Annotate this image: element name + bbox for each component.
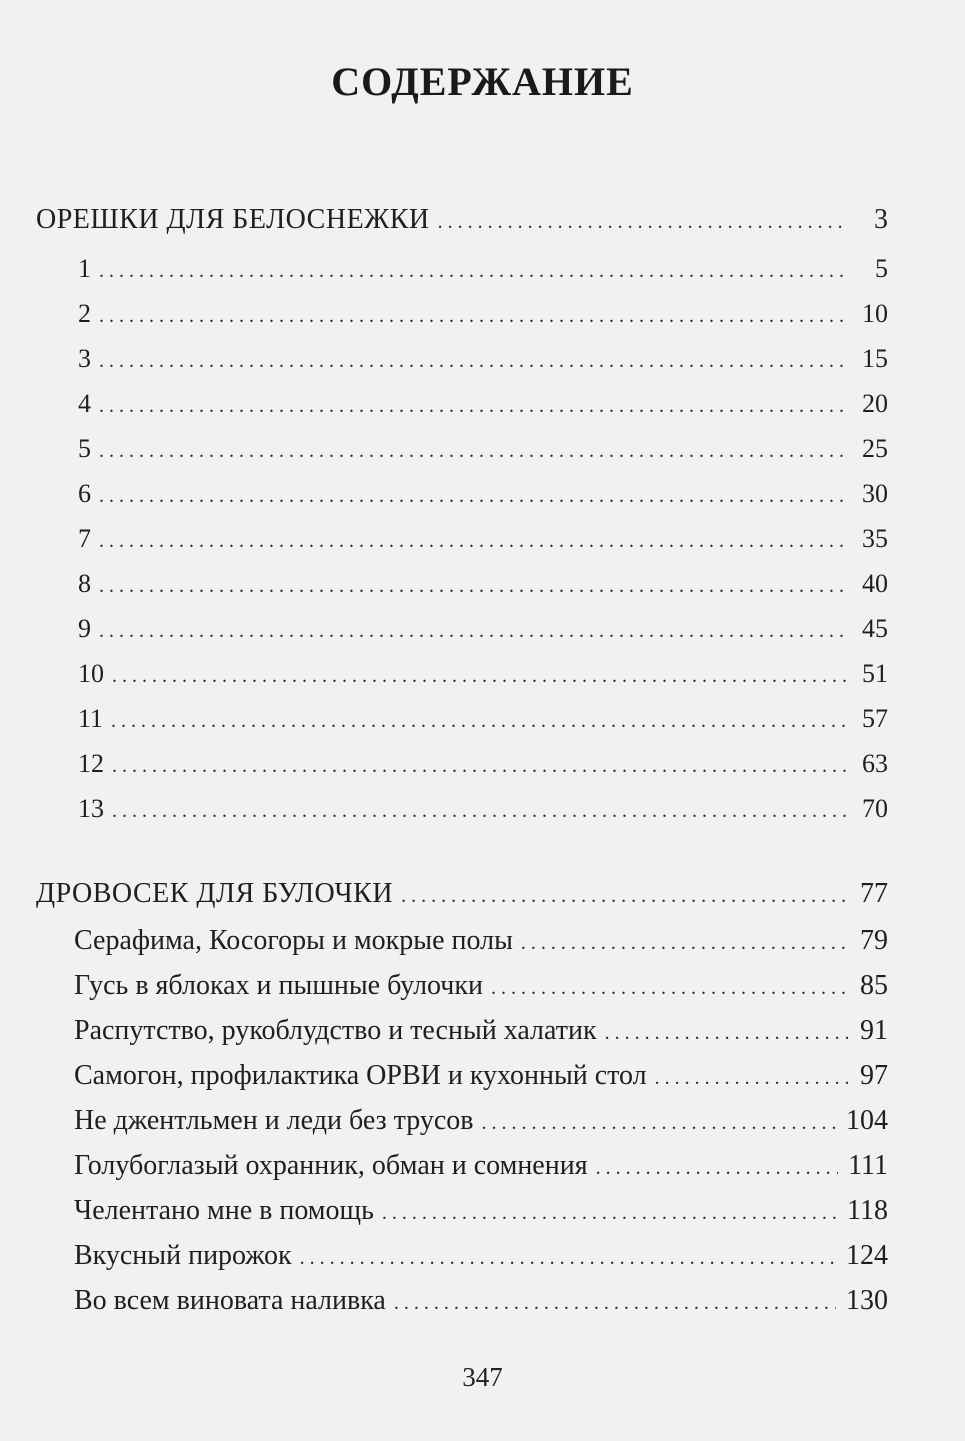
chapter-label: 6: [78, 479, 91, 508]
toc-chapter-entry: [78, 432, 888, 466]
page-number: 79: [860, 925, 888, 956]
dot-leader: [300, 1241, 836, 1275]
page-number: 77: [860, 878, 888, 909]
chapter-label: Самогон, профилактика ОРВИ и кухонный стол: [74, 1060, 647, 1091]
chapter-label: 1: [78, 254, 91, 283]
dot-leader: [482, 1106, 836, 1140]
toc-chapter-entry: [74, 1239, 888, 1273]
page-number: 111: [848, 1150, 888, 1181]
toc-chapter-entry: [74, 1194, 888, 1228]
section-title: ОРЕШКИ ДЛЯ БЕЛОСНЕЖКИ: [36, 204, 430, 235]
page-number: 104: [846, 1105, 888, 1136]
toc-chapter-entry: [74, 924, 888, 958]
dot-leader: [655, 1061, 848, 1095]
dot-leader: [99, 614, 848, 648]
toc-chapter-entry: [78, 252, 888, 286]
dot-leader: [521, 926, 848, 960]
page-number: 25: [862, 434, 888, 463]
toc-section-entry: [36, 203, 888, 237]
page-number: 10: [862, 299, 888, 328]
page-number: 91: [860, 1015, 888, 1046]
page-number: 45: [862, 614, 888, 643]
toc-section-entry: [36, 877, 888, 911]
chapter-label: Челентано мне в помощь: [74, 1195, 374, 1226]
toc-chapter-entry: [78, 477, 888, 511]
dot-leader: [99, 569, 848, 603]
dot-leader: [112, 749, 848, 783]
toc-chapter-entry: [78, 702, 888, 736]
page-number: 3: [874, 204, 888, 235]
toc-chapter-entry: [74, 1284, 888, 1318]
toc-chapter-entry: [74, 969, 888, 1003]
page-number: 63: [862, 749, 888, 778]
toc-chapter-entry: [78, 342, 888, 376]
toc-chapter-entry: [78, 612, 888, 646]
page-number: 30: [862, 479, 888, 508]
dot-leader: [596, 1151, 838, 1185]
toc-chapter-entry: [74, 1149, 888, 1183]
toc-chapter-entry: [78, 567, 888, 601]
chapter-label: Распутство, рукоблудство и тесный халатик: [74, 1015, 597, 1046]
dot-leader: [99, 524, 848, 558]
dot-leader: [111, 704, 848, 738]
chapter-label: Гусь в яблоках и пышные булочки: [74, 970, 483, 1001]
toc-chapter-entry: [78, 657, 888, 691]
dot-leader: [112, 794, 848, 828]
dot-leader: [99, 344, 848, 378]
page-number: 85: [860, 970, 888, 1001]
page-number: 130: [846, 1285, 888, 1316]
page-number: 5: [875, 254, 888, 283]
dot-leader: [99, 254, 848, 288]
chapter-label: 10: [78, 659, 104, 688]
toc-chapter-entry: [74, 1104, 888, 1138]
page-number: 70: [862, 794, 888, 823]
dot-leader: [99, 389, 848, 423]
dot-leader: [605, 1016, 848, 1050]
page-number: 15: [862, 344, 888, 373]
chapter-label: 4: [78, 389, 91, 418]
toc-chapter-entry: [78, 297, 888, 331]
dot-leader: [401, 879, 848, 913]
chapter-label: 8: [78, 569, 91, 598]
page-number: 51: [862, 659, 888, 688]
page-number: 124: [846, 1240, 888, 1271]
page-number: 35: [862, 524, 888, 553]
chapter-label: 5: [78, 434, 91, 463]
toc-chapter-entry: [74, 1014, 888, 1048]
chapter-label: 3: [78, 344, 91, 373]
toc-chapter-entry: [78, 747, 888, 781]
chapter-label: Во всем виновата наливка: [74, 1285, 386, 1316]
chapter-label: 11: [78, 704, 104, 733]
dot-leader: [438, 205, 848, 239]
chapter-label: Не джентльмен и леди без трусов: [74, 1105, 474, 1136]
toc-chapter-entry: [78, 792, 888, 826]
chapter-label: 13: [78, 794, 104, 823]
page-number: 97: [860, 1060, 888, 1091]
page-title: СОДЕРЖАНИЕ: [331, 59, 634, 104]
section-title: ДРОВОСЕК ДЛЯ БУЛОЧКИ: [36, 878, 394, 909]
dot-leader: [99, 479, 848, 513]
dot-leader: [112, 659, 848, 693]
page-number: 40: [862, 569, 888, 598]
dot-leader: [491, 971, 848, 1005]
dot-leader: [99, 434, 848, 468]
chapter-label: Вкусный пирожок: [74, 1240, 292, 1271]
chapter-label: 9: [78, 614, 91, 643]
chapter-label: Серафима, Косогоры и мокрые полы: [74, 925, 513, 956]
dot-leader: [99, 299, 848, 333]
chapter-label: 7: [78, 524, 91, 553]
page-folio-number: 347: [462, 1362, 503, 1392]
toc-chapter-entry: [78, 522, 888, 556]
page-number: 57: [862, 704, 888, 733]
chapter-label: Голубоглазый охранник, обман и сомнения: [74, 1150, 588, 1181]
page-number: 118: [847, 1195, 888, 1226]
toc-chapter-entry: [78, 387, 888, 421]
page-number: 20: [862, 389, 888, 418]
toc-chapter-entry: [74, 1059, 888, 1093]
dot-leader: [394, 1286, 836, 1320]
dot-leader: [382, 1196, 837, 1230]
chapter-label: 2: [78, 299, 91, 328]
chapter-label: 12: [78, 749, 104, 778]
